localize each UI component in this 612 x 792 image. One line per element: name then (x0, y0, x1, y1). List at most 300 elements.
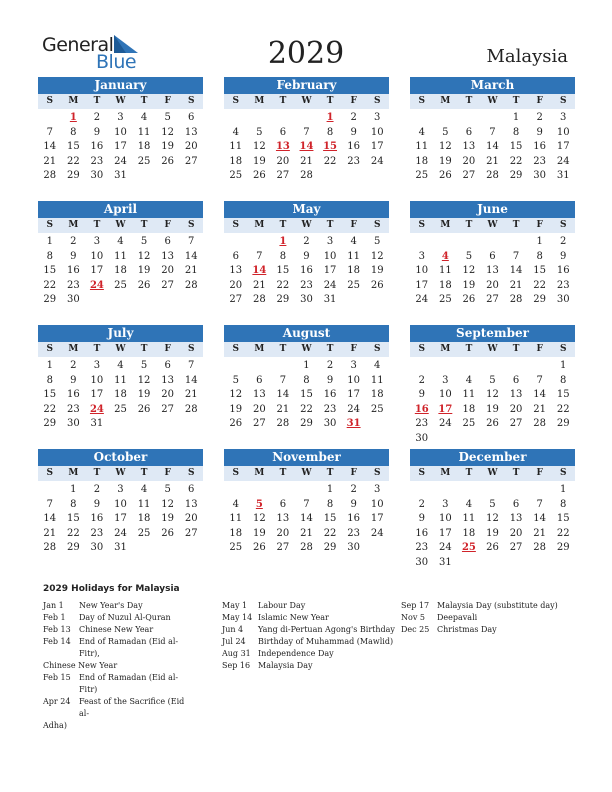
day-cell: 25 (229, 170, 243, 181)
weekday-header (38, 94, 203, 109)
day-cell: 14 (43, 141, 57, 152)
weekday-label: M (68, 220, 79, 230)
holiday-day-cell: 16 (414, 403, 429, 415)
empty-cell (481, 111, 505, 126)
weekday-label: M (254, 344, 265, 354)
day-cell: 25 (114, 279, 127, 291)
weekday-label: S (559, 96, 567, 106)
day-cell: 18 (462, 527, 476, 539)
day-cell: 11 (415, 141, 429, 152)
day-cell: 20 (276, 527, 290, 539)
holiday-date: May 14 (222, 613, 253, 622)
day-cell: 15 (66, 513, 80, 524)
weekday-label: W (115, 468, 126, 478)
weekday-label: T (279, 468, 287, 478)
day-cell: 2 (418, 374, 425, 386)
day-cell: 4 (117, 236, 124, 247)
day-cell: 7 (188, 360, 195, 371)
weekday-label: T (326, 96, 334, 106)
day-cell: 20 (252, 403, 266, 415)
day-cell: 13 (184, 126, 198, 138)
day-cell: 25 (229, 542, 243, 553)
weekday-label: S (373, 220, 381, 230)
day-cell: 30 (90, 542, 104, 553)
holiday-date: Sep 16 (222, 661, 251, 670)
holiday-name: Yang di-Pertuan Agong's Birthday (258, 625, 395, 634)
day-cell: 9 (70, 250, 77, 262)
day-cell: 7 (303, 498, 310, 510)
day-cell: 8 (536, 250, 543, 262)
day-cell: 18 (137, 141, 151, 152)
day-cell: 18 (229, 155, 243, 167)
day-cell: 2 (350, 112, 357, 123)
country-label: Malaysia (486, 46, 568, 67)
day-grid (224, 111, 389, 184)
weekday-header (224, 218, 389, 233)
day-cell: 13 (161, 374, 174, 386)
month-november (224, 449, 389, 556)
day-cell: 25 (415, 170, 429, 181)
day-cell: 8 (560, 374, 567, 386)
day-cell: 11 (137, 498, 151, 510)
day-cell: 6 (279, 126, 287, 138)
day-cell: 4 (418, 126, 425, 138)
day-cell: 29 (556, 418, 570, 429)
day-cell: 24 (114, 527, 127, 539)
empty-cell (504, 359, 528, 374)
day-cell: 3 (350, 360, 357, 371)
weekday-label: F (350, 468, 357, 478)
day-cell: 23 (90, 527, 104, 539)
day-cell: 12 (370, 250, 384, 262)
month-title: February (224, 77, 389, 94)
empty-cell (457, 359, 481, 374)
day-cell: 16 (533, 141, 546, 152)
day-cell: 8 (46, 374, 53, 386)
day-cell: 7 (512, 250, 520, 262)
day-cell: 14 (533, 389, 546, 400)
day-cell: 5 (232, 374, 239, 386)
day-cell: 7 (46, 126, 53, 138)
day-cell: 10 (415, 265, 429, 276)
empty-cell (248, 111, 272, 126)
day-cell: 18 (114, 265, 127, 276)
day-cell: 27 (276, 542, 290, 553)
weekday-label: T (512, 220, 520, 230)
day-cell: 16 (556, 265, 570, 276)
holiday-name: End of Ramadan (Eid al-Fitr) (79, 673, 179, 694)
month-april (38, 201, 203, 308)
day-cell: 7 (536, 498, 543, 510)
day-cell: 6 (164, 236, 171, 247)
weekday-label: S (46, 344, 54, 354)
day-grid (38, 235, 203, 308)
day-cell: 5 (489, 374, 496, 386)
day-cell: 19 (462, 279, 476, 291)
holiday-name: Independence Day (258, 649, 334, 658)
weekday-label: S (418, 220, 426, 230)
weekday-label: T (465, 468, 473, 478)
day-cell: 4 (374, 360, 381, 371)
holiday-day-cell: 5 (255, 498, 263, 510)
day-cell: 12 (161, 126, 174, 138)
holiday-row (401, 624, 576, 636)
day-cell: 1 (326, 484, 334, 495)
day-cell: 2 (70, 236, 77, 247)
month-title: January (38, 77, 203, 94)
day-cell: 9 (418, 513, 425, 524)
holiday-row (401, 600, 576, 612)
month-title: August (224, 325, 389, 342)
day-cell: 3 (326, 236, 334, 247)
empty-cell (224, 359, 248, 374)
holiday-row (43, 636, 193, 660)
day-cell: 27 (276, 170, 290, 181)
empty-cell (434, 359, 458, 374)
empty-cell (248, 235, 272, 250)
day-cell: 22 (556, 403, 570, 415)
day-cell: 16 (90, 513, 104, 524)
day-cell: 7 (188, 236, 195, 247)
day-cell: 3 (418, 250, 425, 262)
day-cell: 14 (43, 513, 57, 524)
empty-cell (457, 483, 481, 498)
month-october (38, 449, 203, 556)
day-cell: 14 (184, 250, 198, 262)
day-cell: 14 (486, 141, 499, 152)
weekday-label: W (487, 344, 498, 354)
day-cell: 2 (93, 484, 101, 495)
day-cell: 4 (140, 112, 148, 123)
day-cell: 26 (137, 279, 151, 291)
day-cell: 7 (279, 374, 287, 386)
weekday-label: M (254, 220, 265, 230)
day-grid (38, 111, 203, 184)
weekday-label: W (487, 468, 498, 478)
holiday-day-cell: 24 (89, 279, 104, 291)
day-cell: 18 (370, 389, 384, 400)
day-cell: 31 (556, 170, 570, 181)
day-cell: 21 (533, 403, 546, 415)
holiday-row (43, 672, 193, 696)
day-cell: 9 (536, 126, 543, 138)
day-cell: 26 (486, 418, 499, 429)
holiday-row (43, 600, 193, 612)
day-cell: 27 (252, 418, 266, 429)
day-cell: 1 (560, 484, 567, 495)
year-title: 2029 (267, 36, 345, 71)
weekday-label: S (418, 96, 426, 106)
day-cell: 23 (66, 279, 80, 291)
day-cell: 18 (462, 403, 476, 415)
holiday-day-cell: 13 (275, 141, 290, 152)
month-title: July (38, 325, 203, 342)
holiday-date: Feb 15 (43, 673, 71, 682)
weekday-header (224, 342, 389, 357)
day-cell: 17 (370, 513, 384, 524)
day-cell: 6 (465, 126, 473, 138)
day-cell: 1 (46, 360, 53, 371)
day-cell: 17 (90, 389, 104, 400)
day-cell: 9 (350, 126, 357, 138)
holiday-name: Day of Nuzul Al-Quran (79, 613, 171, 622)
empty-cell (248, 483, 272, 498)
weekday-label: M (440, 96, 451, 106)
day-cell: 11 (137, 126, 151, 138)
day-cell: 25 (137, 155, 151, 167)
day-cell: 6 (232, 250, 239, 262)
day-cell: 29 (323, 542, 337, 553)
day-cell: 25 (462, 418, 476, 429)
day-cell: 23 (556, 279, 570, 291)
day-cell: 19 (137, 265, 151, 276)
holiday-date: Jan 1 (43, 601, 64, 610)
weekday-header (38, 218, 203, 233)
weekday-header (224, 466, 389, 481)
month-title: September (410, 325, 575, 342)
day-cell: 24 (370, 155, 384, 167)
day-cell: 2 (303, 236, 310, 247)
weekday-label: T (279, 96, 287, 106)
holiday-name: Feast of the Sacrifice (Eid al- (79, 697, 185, 718)
day-cell: 24 (438, 418, 452, 429)
month-title: June (410, 201, 575, 218)
day-cell: 26 (229, 418, 243, 429)
day-cell: 26 (252, 170, 266, 181)
month-august (224, 325, 389, 432)
day-cell: 31 (114, 170, 127, 181)
day-cell: 4 (465, 374, 473, 386)
day-cell: 22 (43, 279, 57, 291)
weekday-header (410, 94, 575, 109)
day-cell: 25 (347, 279, 360, 291)
weekday-label: T (512, 96, 520, 106)
day-cell: 12 (438, 141, 452, 152)
day-cell: 31 (90, 418, 104, 429)
day-grid (410, 111, 575, 184)
day-cell: 10 (114, 126, 127, 138)
day-cell: 1 (512, 112, 520, 123)
month-july (38, 325, 203, 432)
holiday-day-cell: 1 (279, 236, 287, 247)
empty-cell (248, 359, 272, 374)
day-cell: 5 (442, 126, 449, 138)
day-cell: 2 (560, 236, 567, 247)
day-cell: 6 (188, 112, 195, 123)
holiday-date: Sep 17 (401, 601, 430, 610)
day-cell: 24 (323, 279, 337, 291)
empty-cell (271, 111, 295, 126)
weekday-label: M (440, 468, 451, 478)
day-cell: 19 (137, 389, 151, 400)
weekday-label: W (301, 468, 312, 478)
day-grid (410, 483, 575, 570)
day-cell: 5 (164, 112, 171, 123)
empty-cell (457, 111, 481, 126)
day-cell: 26 (161, 527, 174, 539)
day-cell: 22 (66, 155, 80, 167)
weekday-label: W (301, 344, 312, 354)
day-cell: 11 (347, 250, 360, 262)
weekday-label: T (93, 344, 101, 354)
day-cell: 1 (303, 360, 310, 371)
day-cell: 21 (509, 279, 523, 291)
day-cell: 29 (66, 542, 80, 553)
day-cell: 7 (46, 498, 53, 510)
month-title: November (224, 449, 389, 466)
day-cell: 11 (229, 141, 243, 152)
day-cell: 4 (232, 126, 239, 138)
weekday-label: T (279, 344, 287, 354)
day-grid (38, 359, 203, 432)
day-cell: 30 (323, 418, 337, 429)
empty-cell (224, 111, 248, 126)
weekday-label: F (350, 220, 357, 230)
day-cell: 3 (93, 236, 101, 247)
day-cell: 24 (370, 527, 384, 539)
day-cell: 11 (462, 389, 476, 400)
day-cell: 14 (300, 513, 313, 524)
day-cell: 4 (140, 484, 148, 495)
day-cell: 23 (300, 279, 313, 291)
day-cell: 10 (114, 498, 127, 510)
day-cell: 12 (161, 498, 174, 510)
day-cell: 13 (276, 513, 290, 524)
holiday-day-cell: 15 (323, 141, 338, 152)
holiday-date: Jul 24 (222, 637, 246, 646)
day-cell: 11 (114, 374, 127, 386)
weekday-label: S (232, 96, 240, 106)
empty-cell (38, 111, 62, 126)
weekday-label: W (301, 220, 312, 230)
day-cell: 24 (556, 155, 570, 167)
day-cell: 20 (161, 265, 174, 276)
day-cell: 28 (300, 542, 313, 553)
day-cell: 30 (90, 170, 104, 181)
day-cell: 24 (438, 542, 452, 553)
day-cell: 1 (70, 484, 77, 495)
day-cell: 8 (326, 498, 334, 510)
weekday-label: S (46, 468, 54, 478)
day-cell: 8 (279, 250, 287, 262)
day-cell: 6 (188, 484, 195, 495)
day-cell: 17 (114, 513, 127, 524)
day-cell: 27 (161, 279, 174, 291)
day-cell: 16 (347, 141, 360, 152)
day-cell: 6 (512, 374, 520, 386)
day-cell: 28 (533, 542, 546, 553)
day-cell: 10 (370, 498, 384, 510)
empty-cell (434, 483, 458, 498)
day-grid (38, 483, 203, 556)
weekday-label: M (440, 344, 451, 354)
day-cell: 26 (462, 294, 476, 305)
weekday-label: W (115, 96, 126, 106)
holiday-name: Birthday of Muhammad (Mawlid) (258, 637, 394, 646)
holiday-row (401, 612, 576, 624)
holiday-date: Feb 1 (43, 613, 66, 622)
day-cell: 3 (560, 112, 567, 123)
day-cell: 18 (347, 265, 360, 276)
day-cell: 13 (462, 141, 476, 152)
day-cell: 14 (533, 513, 546, 524)
day-cell: 25 (438, 294, 452, 305)
day-cell: 19 (161, 513, 174, 524)
holiday-name: End of Ramadan (Eid al-Fitr), (79, 637, 179, 658)
weekday-label: S (418, 344, 426, 354)
holiday-column (43, 600, 193, 732)
month-title: May (224, 201, 389, 218)
day-cell: 28 (486, 170, 499, 181)
day-cell: 9 (93, 498, 101, 510)
day-cell: 17 (556, 141, 570, 152)
day-cell: 13 (509, 513, 523, 524)
day-cell: 22 (556, 527, 570, 539)
day-cell: 18 (438, 279, 452, 291)
day-cell: 10 (370, 126, 384, 138)
day-cell: 5 (374, 236, 381, 247)
day-cell: 5 (140, 360, 148, 371)
day-grid (224, 359, 389, 432)
holiday-name: Malaysia Day (258, 661, 313, 670)
day-cell: 15 (276, 265, 290, 276)
month-january (38, 77, 203, 184)
day-cell: 2 (536, 112, 543, 123)
day-cell: 9 (560, 250, 567, 262)
day-cell: 13 (184, 498, 198, 510)
holiday-day-cell: 24 (89, 403, 104, 415)
day-cell: 16 (90, 141, 104, 152)
day-cell: 8 (46, 250, 53, 262)
empty-cell (504, 483, 528, 498)
day-cell: 8 (70, 498, 77, 510)
month-february (224, 77, 389, 184)
weekday-label: S (418, 468, 426, 478)
day-cell: 20 (509, 527, 523, 539)
holiday-row (222, 600, 397, 612)
month-title: March (410, 77, 575, 94)
day-cell: 30 (66, 294, 80, 305)
day-cell: 19 (229, 403, 243, 415)
day-cell: 14 (509, 265, 523, 276)
weekday-label: W (115, 220, 126, 230)
weekday-header (38, 342, 203, 357)
weekday-label: F (164, 220, 171, 230)
day-cell: 22 (323, 527, 337, 539)
holiday-row (222, 636, 397, 648)
day-cell: 30 (300, 294, 313, 305)
day-cell: 28 (252, 294, 266, 305)
weekday-header (38, 466, 203, 481)
day-cell: 4 (465, 498, 473, 510)
day-cell: 16 (300, 265, 313, 276)
day-cell: 6 (164, 360, 171, 371)
day-cell: 22 (533, 279, 546, 291)
day-cell: 12 (486, 513, 499, 524)
day-cell: 1 (46, 236, 53, 247)
holiday-name-continued: Chinese New Year (43, 661, 118, 670)
weekday-label: F (536, 220, 543, 230)
day-cell: 4 (350, 236, 357, 247)
day-cell: 6 (279, 498, 287, 510)
holiday-date: Jun 4 (222, 625, 244, 634)
day-cell: 8 (512, 126, 520, 138)
day-grid (410, 359, 575, 446)
day-cell: 29 (556, 542, 570, 553)
empty-cell (295, 111, 319, 126)
day-cell: 13 (486, 265, 499, 276)
empty-cell (271, 483, 295, 498)
